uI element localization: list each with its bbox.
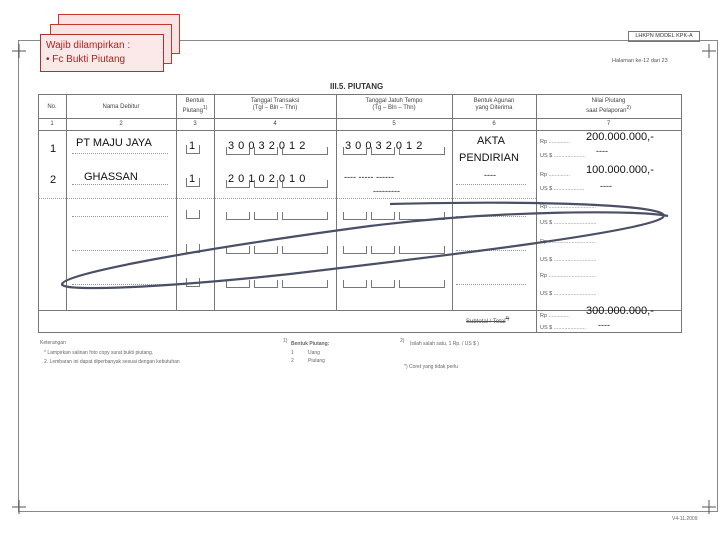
section-title: III.5. PIUTANG bbox=[330, 82, 384, 91]
form-option-2-no: 2 bbox=[291, 358, 294, 364]
form-code: LHKPN MODEL KPK-A bbox=[628, 31, 700, 42]
header-trans-date: Tanggal Transaksi (Tgl – Bln – Thn) bbox=[250, 98, 300, 111]
strike-ellipse-mark bbox=[40, 196, 680, 296]
form-note-sup: 1) bbox=[283, 338, 288, 344]
subtotal-us-prefix: US $ ..................... bbox=[540, 325, 586, 331]
header-debtor: Nama Debitur bbox=[102, 104, 140, 110]
row-1-rp-prefix: Rp .............. bbox=[540, 139, 570, 145]
row-2-no: 2 bbox=[50, 174, 57, 186]
sticky-note-item: • Fc Bukti Piutang bbox=[46, 54, 126, 65]
row-2-form: 1 bbox=[189, 173, 196, 185]
col-number: 4 bbox=[273, 121, 277, 127]
header-form: Bentuk Piutang$^{1)}$ bbox=[182, 98, 208, 114]
table-left-rule bbox=[38, 94, 39, 332]
date-box bbox=[254, 180, 278, 188]
row-2-trans-date: 2 0 1 0 2 0 1 0 bbox=[228, 173, 306, 185]
empty-row-1-us: US $ ............................ bbox=[540, 220, 597, 226]
row-2-debtor: GHASSAN bbox=[84, 171, 138, 183]
col-number: 1 bbox=[50, 121, 54, 127]
header-due-date: Tanggal Jatuh Tempo (Tg – Bln – Thn) bbox=[365, 98, 423, 111]
row-1-due-date: 3 0 0 3 2 0 1 2 bbox=[345, 140, 423, 152]
row-2-due-date-extra: --------- bbox=[373, 186, 400, 196]
empty-row-3-rp: Rp ............................... bbox=[540, 273, 596, 279]
row-1-rp-value: 200.000.000,- bbox=[586, 131, 654, 143]
footer-code: V4-11.2009 bbox=[672, 516, 698, 522]
row-1-debtor: PT MAJU JAYA bbox=[76, 137, 152, 149]
row-2-due-date: ---- ----- ------ bbox=[344, 172, 394, 182]
row-1-us-value: ---- bbox=[596, 146, 608, 156]
crop-mark-icon bbox=[12, 500, 26, 514]
empty-row-2-us: US $ ............................ bbox=[540, 257, 597, 263]
date-box bbox=[343, 147, 367, 155]
row-1-us-prefix: US $ ..................... bbox=[540, 153, 586, 159]
date-box bbox=[371, 147, 395, 155]
header-value: Nilai Piutang saat Pelaporan$^{2)}$ bbox=[586, 98, 631, 114]
col-number: 2 bbox=[119, 121, 123, 127]
date-box bbox=[254, 147, 278, 155]
table-bottom-rule bbox=[38, 332, 682, 333]
col-number: 6 bbox=[492, 121, 496, 127]
row-2-us-prefix: US $ .................... bbox=[540, 186, 585, 192]
page-info: Halaman ke-12 dari 23 bbox=[612, 58, 668, 64]
table-right-rule bbox=[681, 94, 682, 332]
strike-note: *) Coret yang tidak perlu bbox=[404, 364, 458, 370]
form-option-1-no: 1 bbox=[291, 350, 294, 356]
row-2-collateral: ---- bbox=[484, 170, 496, 180]
row-1-collateral-1: AKTA bbox=[477, 135, 505, 147]
notes-heading: Keterangan bbox=[40, 340, 66, 346]
empty-row-3-us: US $ ............................ bbox=[540, 291, 597, 297]
col-number: 5 bbox=[392, 121, 396, 127]
row-1-form: 1 bbox=[189, 140, 196, 152]
crop-mark-icon bbox=[702, 500, 716, 514]
form-option-2: Piutang bbox=[308, 358, 325, 364]
row-1-trans-date: 3 0 0 3 2 0 1 2 bbox=[228, 140, 306, 152]
sticky-note bbox=[40, 34, 164, 72]
date-box bbox=[226, 180, 250, 188]
fill-note: Isilah salah satu, 1 Rp. / US $ ) bbox=[410, 341, 479, 347]
date-box bbox=[282, 180, 328, 188]
table-top-rule bbox=[38, 94, 682, 95]
col-number: 3 bbox=[193, 121, 197, 127]
fill-line bbox=[456, 184, 526, 185]
crop-mark-icon bbox=[702, 44, 716, 58]
date-box bbox=[399, 147, 445, 155]
fill-line bbox=[72, 184, 168, 185]
row-2-rp-value: 100.000.000,- bbox=[586, 164, 654, 176]
empty-row-2-rp: Rp ............................... bbox=[540, 239, 596, 245]
crop-mark-icon bbox=[12, 44, 26, 58]
empty-row-1-rp: Rp ............................... bbox=[540, 204, 596, 210]
form-option-1: Uang bbox=[308, 350, 320, 356]
fill-line bbox=[72, 153, 168, 154]
header-rule bbox=[38, 118, 682, 119]
row-2-us-value: ---- bbox=[600, 181, 612, 191]
header-no: No. bbox=[47, 104, 57, 110]
subtotal-rp-prefix: Rp .............. bbox=[540, 313, 570, 319]
row-2-rp-prefix: Rp .............. bbox=[540, 172, 570, 178]
fill-note-sup: 2) bbox=[400, 338, 405, 344]
row-1-no: 1 bbox=[50, 143, 57, 155]
note-2: 2. Lembaran ini dapat diperbanyak sesuai dengan kebutuhan bbox=[44, 359, 180, 365]
subtotal-rp-value: 300.000.000,- bbox=[586, 305, 654, 317]
subtotal-us-value: ---- bbox=[598, 320, 610, 330]
date-box bbox=[282, 147, 328, 155]
row-1-collateral-2: PENDIRIAN bbox=[459, 152, 519, 164]
sticky-note-title: Wajib dilampirkan : bbox=[46, 40, 131, 51]
note-1: * Lampirkan salinan foto copy surat bukti piutang. bbox=[44, 350, 154, 356]
form-note-heading: Bentuk Piutang: bbox=[291, 341, 330, 347]
date-box bbox=[226, 147, 250, 155]
subtotal-label: Subtotal / Total*) bbox=[466, 316, 510, 325]
col-number: 7 bbox=[606, 121, 611, 127]
header-collateral: Bentuk Agunan yang Diterima bbox=[473, 98, 515, 111]
